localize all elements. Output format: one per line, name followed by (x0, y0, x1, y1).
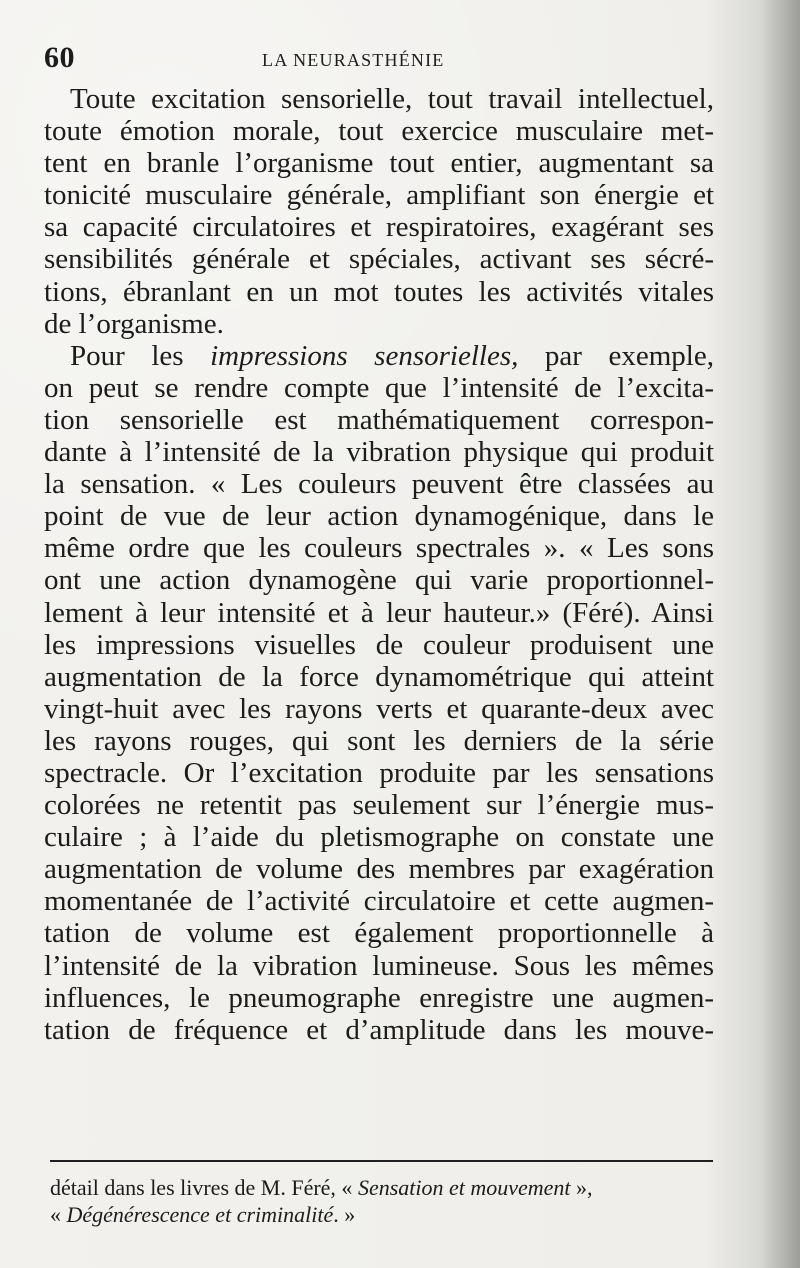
text-line-18: les impressions visuelles de couleur produisent une (44, 628, 714, 661)
text-line-22: spectracle. Or l’excitation produite par les sensations (44, 756, 714, 789)
text-line-8: de l’organisme. (44, 307, 224, 340)
text-line-28: l’intensité de la vibration lumineuse. Sous les mêmes (44, 949, 714, 982)
footnote-line-2-close: . » (333, 1202, 356, 1227)
text-line-1: Toute excitation sensorielle, tout travail intellectuel, (70, 83, 714, 115)
text-line-12: dante à l’intensité de la vibration physique qui produit (44, 436, 714, 469)
text-line-27: tation de volume est également proportionnelle à (44, 917, 714, 950)
text-line-17: lement à leur intensité et à leur hauteur.» (Féré). Ainsi (44, 596, 714, 629)
text-line-9-italic: impressions sensorielles, (210, 339, 519, 372)
text-line-29: influences, le pneumographe enregistre une augmen- (44, 981, 714, 1014)
text-line-9-after: par exemple, (518, 339, 714, 372)
text-line-9 (44, 340, 714, 372)
scan-edge-shadow (762, 0, 800, 1268)
text-line-9-before: Pour les (70, 339, 211, 372)
footnote-line-2 (50, 1201, 725, 1228)
footnote (50, 1174, 725, 1228)
text-line-10: on peut se rendre compte que l’intensité de l’excita- (44, 371, 714, 404)
text-line-20: vingt-huit avec les rayons verts et quarante-deux avec (44, 692, 714, 725)
text-line-19: augmentation de la force dynamométrique qui atteint (44, 660, 714, 693)
main-text (44, 83, 714, 1046)
text-line-21: les rayons rouges, qui sont les derniers de la série (44, 724, 714, 757)
text-line-15: même ordre que les couleurs spectrales ». « Les sons (44, 532, 714, 565)
text-line-11: tion sensorielle est mathématiquement correspon- (44, 403, 714, 436)
footnote-line-1-before: détail dans les livres de M. Féré, « (50, 1175, 358, 1200)
footnote-rule (50, 1160, 713, 1162)
page-header (44, 41, 759, 77)
footnote-line-1 (50, 1174, 725, 1201)
text-line-24: culaire ; à l’aide du pletismographe on constate une (44, 821, 714, 854)
text-line-3: tent en branle l’organisme tout entier, augmentant sa (44, 147, 714, 180)
text-line-26: momentanée de l’activité circulatoire et cette augmen- (44, 885, 714, 918)
text-line-6: sensibilités générale et spéciales, activant ses sécré- (44, 243, 714, 276)
page-number: 60 (44, 41, 75, 74)
text-line-13: la sensation. « Les couleurs peuvent être classées au (44, 468, 714, 501)
text-line-5: sa capacité circulatoires et respiratoires, exagérant ses (44, 211, 714, 244)
footnote-line-1-after: », (570, 1175, 593, 1200)
text-line-23: colorées ne retentit pas seulement sur l’énergie mus- (44, 789, 714, 822)
footnote-line-2-open: « (50, 1202, 67, 1227)
text-line-16: ont une action dynamogène qui varie proportionnel- (44, 564, 714, 597)
text-line-2: toute émotion morale, tout exercice musculaire met- (44, 115, 714, 148)
footnote-line-2-italic: Dégénérescence et criminalité (66, 1202, 334, 1227)
text-line-30: tation de fréquence et d’amplitude dans les mouve- (44, 1013, 714, 1046)
running-head: LA NEURASTHÉNIE (262, 50, 445, 70)
text-line-7: tions, ébranlant en un mot toutes les activités vitales (44, 275, 714, 308)
text-line-4: tonicité musculaire générale, amplifiant son énergie et (44, 179, 714, 212)
text-line-25: augmentation de volume des membres par exagération (44, 853, 714, 886)
footnote-line-1-italic: Sensation et mouvement (357, 1175, 571, 1200)
text-line-14: point de vue de leur action dynamogénique, dans le (44, 500, 714, 533)
